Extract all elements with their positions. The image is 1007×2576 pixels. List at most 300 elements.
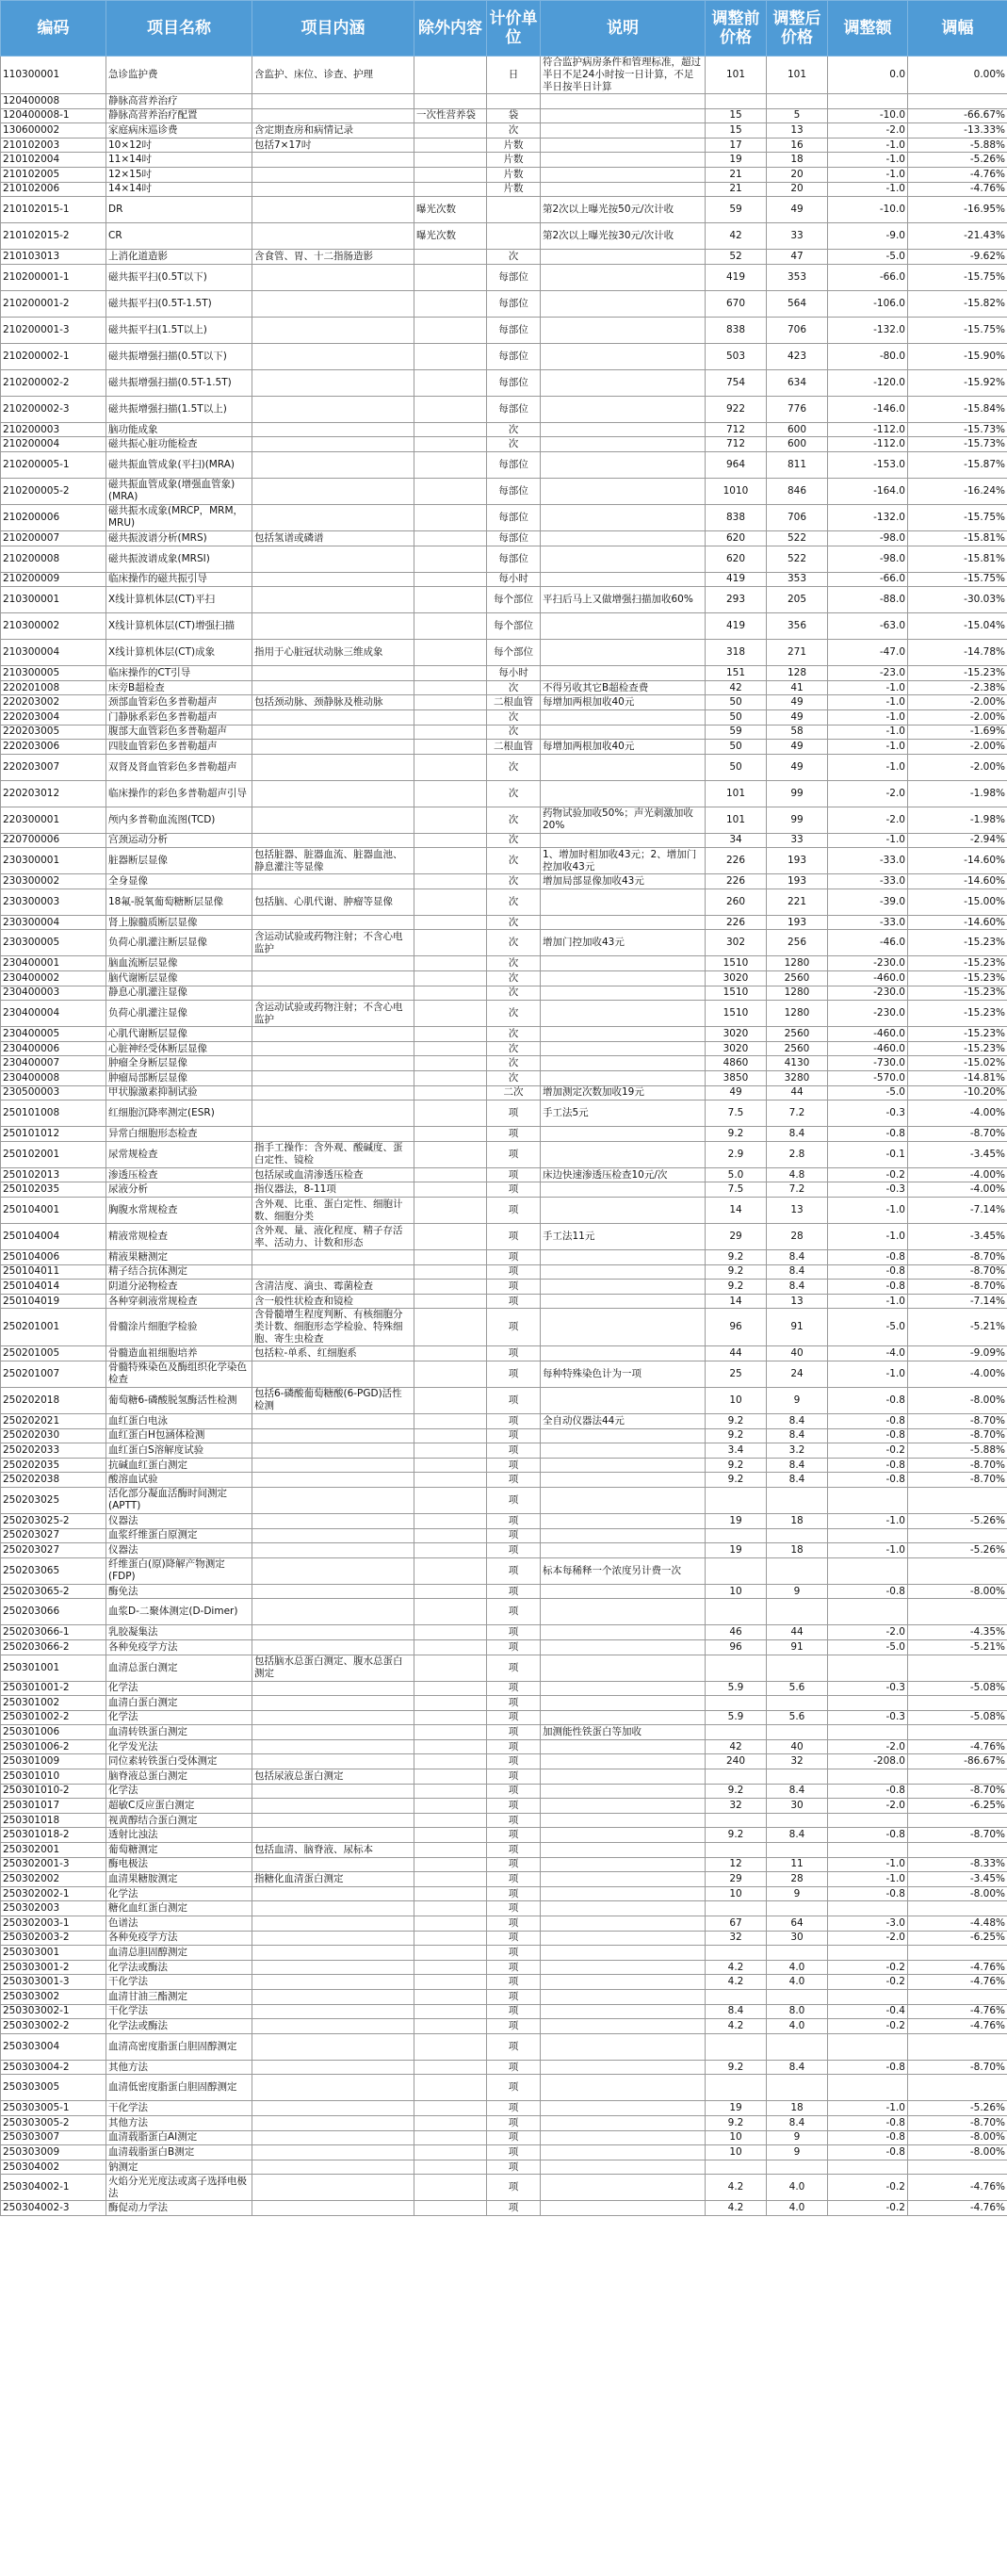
table-row [1, 167, 1007, 182]
cell-unit: 项 [487, 2115, 541, 2130]
cell-adjust-rate [908, 2075, 1007, 2101]
cell-item-name: 脏器断层显像 [106, 848, 252, 874]
cell-adjust-amount: -230.0 [828, 986, 908, 1001]
cell-price-after [767, 1946, 828, 1961]
cell-adjust-rate: -8.70% [908, 1828, 1007, 1843]
cell-code: 210200005-1 [1, 451, 106, 478]
cell-unit: 项 [487, 1599, 541, 1625]
cell-item-content: 含清洁度、滴虫、霉菌检查 [252, 1280, 414, 1295]
cell-adjust-amount: -39.0 [828, 889, 908, 915]
cell-excluded [414, 1931, 487, 1946]
cell-excluded [414, 874, 487, 889]
cell-adjust-rate: -15.02% [908, 1056, 1007, 1071]
cell-code: 230500003 [1, 1085, 106, 1101]
cell-adjust-rate: -15.87% [908, 451, 1007, 478]
cell-adjust-rate: -15.23% [908, 1001, 1007, 1027]
cell-code: 250203027 [1, 1543, 106, 1558]
table-row [1, 1309, 1007, 1346]
cell-excluded [414, 1001, 487, 1027]
cell-notes [541, 2145, 706, 2160]
cell-code: 220201008 [1, 680, 106, 695]
cell-adjust-rate: -4.00% [908, 1101, 1007, 1127]
cell-unit: 项 [487, 1250, 541, 1265]
cell-price-before: 5.9 [706, 1710, 767, 1725]
cell-adjust-amount [828, 1843, 908, 1858]
cell-item-name: 肿瘤局部断层显像 [106, 1071, 252, 1086]
cell-notes [541, 1513, 706, 1528]
cell-price-before: 21 [706, 182, 767, 197]
cell-notes [541, 182, 706, 197]
cell-unit: 项 [487, 1901, 541, 1916]
table-row [1, 138, 1007, 153]
table-row [1, 2075, 1007, 2101]
cell-item-content [252, 1127, 414, 1142]
cell-excluded [414, 1027, 487, 1042]
cell-item-name: 急诊监护费 [106, 57, 252, 94]
table-row [1, 197, 1007, 223]
cell-adjust-amount [828, 1557, 908, 1584]
cell-adjust-amount [828, 2160, 908, 2175]
cell-code: 250301001 [1, 1655, 106, 1681]
cell-excluded [414, 123, 487, 139]
cell-notes [541, 2160, 706, 2175]
cell-unit: 项 [487, 2019, 541, 2034]
cell-notes: 每种特殊染色计为一项 [541, 1361, 706, 1387]
cell-code: 250202030 [1, 1428, 106, 1443]
table-row [1, 1769, 1007, 1785]
cell-unit: 每部位 [487, 478, 541, 504]
table-row [1, 504, 1007, 530]
cell-item-name: 胸腹水常规检查 [106, 1198, 252, 1224]
cell-price-after: 5.6 [767, 1681, 828, 1696]
cell-unit: 项 [487, 1387, 541, 1413]
cell-adjust-rate: -86.67% [908, 1754, 1007, 1769]
cell-unit: 次 [487, 725, 541, 740]
cell-code: 250202021 [1, 1413, 106, 1428]
cell-unit: 每部位 [487, 343, 541, 369]
cell-excluded [414, 546, 487, 572]
cell-code: 230400003 [1, 986, 106, 1001]
cell-price-before: 754 [706, 369, 767, 396]
cell-adjust-rate: -16.24% [908, 478, 1007, 504]
cell-adjust-rate: -15.00% [908, 889, 1007, 915]
cell-adjust-rate: -5.21% [908, 1639, 1007, 1655]
cell-item-content [252, 1857, 414, 1872]
cell-adjust-amount: -5.0 [828, 1309, 908, 1346]
cell-excluded [414, 1528, 487, 1543]
cell-price-after: 49 [767, 695, 828, 710]
cell-price-after: 11 [767, 1857, 828, 1872]
cell-item-name: 阴道分泌物检查 [106, 1280, 252, 1295]
cell-price-after: 20 [767, 182, 828, 197]
cell-price-after: 49 [767, 709, 828, 725]
cell-price-after [767, 1901, 828, 1916]
cell-adjust-amount: -0.4 [828, 2004, 908, 2019]
cell-excluded [414, 1294, 487, 1309]
cell-item-name: DR [106, 197, 252, 223]
table-row [1, 94, 1007, 109]
cell-item-content [252, 2019, 414, 2034]
cell-excluded [414, 317, 487, 343]
cell-unit: 次 [487, 250, 541, 265]
cell-excluded [414, 915, 487, 930]
cell-item-content [252, 1886, 414, 1901]
cell-unit: 每个部位 [487, 587, 541, 613]
cell-item-name: X线计算机体层(CT)成象 [106, 640, 252, 666]
table-row [1, 971, 1007, 986]
cell-adjust-amount: -460.0 [828, 1027, 908, 1042]
cell-price-after: 7.2 [767, 1182, 828, 1198]
cell-unit: 项 [487, 1528, 541, 1543]
table-row [1, 422, 1007, 437]
cell-item-content [252, 1557, 414, 1584]
cell-code: 210200004 [1, 437, 106, 452]
cell-price-after: 4.0 [767, 1960, 828, 1975]
cell-excluded [414, 1784, 487, 1799]
cell-item-name: 血清白蛋白测定 [106, 1696, 252, 1711]
cell-adjust-rate: -15.81% [908, 530, 1007, 546]
cell-item-name: 仪器法 [106, 1513, 252, 1528]
cell-notes [541, 1946, 706, 1961]
cell-adjust-amount: -66.0 [828, 264, 908, 290]
cell-unit: 项 [487, 1413, 541, 1428]
cell-price-before: 19 [706, 1513, 767, 1528]
cell-unit: 次 [487, 709, 541, 725]
cell-price-after: 423 [767, 343, 828, 369]
cell-notes [541, 2075, 706, 2101]
table-row [1, 1198, 1007, 1224]
cell-item-content [252, 1085, 414, 1101]
cell-code: 210103013 [1, 250, 106, 265]
table-row [1, 123, 1007, 139]
cell-code: 250202035 [1, 1458, 106, 1473]
cell-item-content: 含骨髓增生程度判断、有核细胞分类计数、细胞形态学检验、特殊细胞、寄生虫检查 [252, 1309, 414, 1346]
cell-adjust-rate [908, 2160, 1007, 2175]
cell-code: 230300002 [1, 874, 106, 889]
cell-item-name: 糖化血红蛋白测定 [106, 1901, 252, 1916]
cell-price-after: 353 [767, 572, 828, 587]
cell-excluded [414, 343, 487, 369]
cell-unit: 项 [487, 1946, 541, 1961]
cell-adjust-amount: -730.0 [828, 1056, 908, 1071]
cell-excluded [414, 807, 487, 833]
cell-code: 250203025-2 [1, 1513, 106, 1528]
cell-unit: 项 [487, 1458, 541, 1473]
table-row [1, 1458, 1007, 1473]
cell-item-content: 包括颈动脉、颈静脉及椎动脉 [252, 695, 414, 710]
cell-code: 210300001 [1, 587, 106, 613]
cell-price-before: 101 [706, 807, 767, 833]
cell-price-before: 964 [706, 451, 767, 478]
table-row [1, 1027, 1007, 1042]
cell-item-content: 含运动试验或药物注射；不含心电监护 [252, 1001, 414, 1027]
cell-adjust-rate [908, 1843, 1007, 1858]
cell-excluded [414, 478, 487, 504]
cell-item-content [252, 504, 414, 530]
cell-item-name: 血清载脂蛋白B测定 [106, 2145, 252, 2160]
cell-price-after [767, 1696, 828, 1711]
cell-code: 250302002 [1, 1872, 106, 1887]
cell-adjust-rate: -3.45% [908, 1224, 1007, 1250]
cell-price-before: 21 [706, 167, 767, 182]
cell-notes [541, 369, 706, 396]
cell-price-before: 5.9 [706, 1681, 767, 1696]
cell-excluded [414, 1696, 487, 1711]
cell-price-after: 8.4 [767, 1264, 828, 1280]
cell-unit: 次 [487, 1071, 541, 1086]
cell-adjust-rate: -15.84% [908, 396, 1007, 422]
table-row [1, 680, 1007, 695]
cell-price-after: 3.2 [767, 1443, 828, 1459]
cell-item-name: 化学法或酶法 [106, 1960, 252, 1975]
cell-unit: 二次 [487, 1085, 541, 1101]
cell-item-name: CR [106, 223, 252, 250]
cell-code: 210200007 [1, 530, 106, 546]
cell-unit: 项 [487, 1513, 541, 1528]
cell-price-after: 33 [767, 833, 828, 848]
cell-price-before: 9.2 [706, 1280, 767, 1295]
cell-item-name: 尿液分析 [106, 1182, 252, 1198]
cell-notes [541, 889, 706, 915]
cell-unit: 次 [487, 956, 541, 971]
cell-adjust-amount: -1.0 [828, 1198, 908, 1224]
cell-notes [541, 1710, 706, 1725]
cell-unit: 项 [487, 1625, 541, 1640]
cell-item-name: 活化部分凝血活酶时间测定(APTT) [106, 1487, 252, 1513]
cell-adjust-amount: -146.0 [828, 396, 908, 422]
cell-notes [541, 725, 706, 740]
cell-item-content: 包括7×17吋 [252, 138, 414, 153]
cell-price-before [706, 1487, 767, 1513]
cell-code: 210102006 [1, 182, 106, 197]
cell-price-after: 9 [767, 2130, 828, 2145]
cell-price-after: 91 [767, 1639, 828, 1655]
cell-notes [541, 1813, 706, 1828]
cell-unit: 项 [487, 1931, 541, 1946]
cell-adjust-rate: -8.70% [908, 1127, 1007, 1142]
cell-price-before: 1510 [706, 986, 767, 1001]
cell-unit: 项 [487, 2160, 541, 2175]
cell-item-content [252, 740, 414, 755]
cell-unit: 次 [487, 930, 541, 956]
table-row [1, 1473, 1007, 1488]
cell-item-name: 化学法 [106, 1681, 252, 1696]
cell-item-name: 化学法 [106, 1784, 252, 1799]
header-price-after: 调整后价格 [767, 1, 828, 57]
cell-price-before [706, 2075, 767, 2101]
cell-adjust-rate: -15.23% [908, 971, 1007, 986]
cell-code: 110300001 [1, 57, 106, 94]
cell-adjust-amount: -0.8 [828, 2060, 908, 2075]
cell-notes [541, 709, 706, 725]
cell-notes [541, 754, 706, 780]
cell-item-content [252, 780, 414, 807]
cell-code: 250203066-1 [1, 1625, 106, 1640]
cell-adjust-rate: -4.00% [908, 1182, 1007, 1198]
cell-excluded [414, 1250, 487, 1265]
cell-adjust-amount: -0.2 [828, 2201, 908, 2216]
cell-adjust-amount: -9.0 [828, 223, 908, 250]
cell-adjust-amount: -47.0 [828, 640, 908, 666]
table-row [1, 780, 1007, 807]
cell-excluded [414, 986, 487, 1001]
cell-price-after: 30 [767, 1799, 828, 1814]
cell-adjust-rate: -5.26% [908, 1543, 1007, 1558]
cell-item-name: 血清甘油三酯测定 [106, 1989, 252, 2004]
cell-adjust-amount: -66.0 [828, 572, 908, 587]
cell-code: 250301002 [1, 1696, 106, 1711]
cell-excluded [414, 2175, 487, 2201]
cell-code: 250301001-2 [1, 1681, 106, 1696]
cell-item-content [252, 874, 414, 889]
cell-excluded [414, 695, 487, 710]
cell-adjust-amount: -1.0 [828, 1361, 908, 1387]
cell-price-before: 4.2 [706, 1975, 767, 1990]
table-row [1, 1428, 1007, 1443]
cell-unit: 二根血管 [487, 695, 541, 710]
cell-item-name: 12×15吋 [106, 167, 252, 182]
cell-price-before [706, 1599, 767, 1625]
cell-code: 120400008-1 [1, 108, 106, 123]
cell-unit [487, 197, 541, 223]
cell-item-content [252, 1989, 414, 2004]
cell-price-before: 25 [706, 1361, 767, 1387]
cell-item-content [252, 2033, 414, 2060]
cell-notes [541, 1250, 706, 1265]
cell-price-after: 4.0 [767, 2201, 828, 2216]
cell-item-content [252, 1784, 414, 1799]
cell-adjust-amount: -1.0 [828, 182, 908, 197]
header-price-before: 调整前价格 [706, 1, 767, 57]
cell-excluded [414, 182, 487, 197]
cell-item-content [252, 1931, 414, 1946]
cell-price-after: 193 [767, 874, 828, 889]
cell-code: 250301010-2 [1, 1784, 106, 1799]
cell-excluded [414, 2130, 487, 2145]
cell-item-name: 各种免疫学方法 [106, 1931, 252, 1946]
cell-price-before: 293 [706, 587, 767, 613]
table-row [1, 1294, 1007, 1309]
cell-item-name: 干化学法 [106, 2101, 252, 2116]
cell-adjust-amount: -33.0 [828, 915, 908, 930]
cell-item-content: 包括脑、心肌代谢、肿瘤等显像 [252, 889, 414, 915]
cell-unit: 日 [487, 57, 541, 94]
cell-notes [541, 1696, 706, 1711]
cell-adjust-rate: -3.45% [908, 1872, 1007, 1887]
cell-item-content [252, 2160, 414, 2175]
cell-excluded [414, 1127, 487, 1142]
cell-notes [541, 1784, 706, 1799]
cell-notes [541, 2060, 706, 2075]
cell-notes [541, 1198, 706, 1224]
cell-item-content [252, 833, 414, 848]
cell-price-before: 838 [706, 317, 767, 343]
cell-price-before: 19 [706, 2101, 767, 2116]
cell-adjust-amount: -230.0 [828, 956, 908, 971]
cell-adjust-rate: -8.70% [908, 1264, 1007, 1280]
table-row [1, 587, 1007, 613]
cell-excluded [414, 1655, 487, 1681]
cell-code: 210200001-3 [1, 317, 106, 343]
cell-code: 250104014 [1, 1280, 106, 1295]
cell-item-name: 全身显像 [106, 874, 252, 889]
cell-notes [541, 1141, 706, 1167]
cell-price-before: 67 [706, 1916, 767, 1932]
cell-price-before: 419 [706, 264, 767, 290]
cell-item-name: 渗透压检查 [106, 1167, 252, 1182]
cell-notes [541, 1931, 706, 1946]
cell-price-before: 29 [706, 1224, 767, 1250]
cell-price-after [767, 1813, 828, 1828]
cell-excluded [414, 680, 487, 695]
cell-unit: 项 [487, 1543, 541, 1558]
table-row [1, 2130, 1007, 2145]
cell-item-name: 静息心肌灌注显像 [106, 986, 252, 1001]
cell-price-before: 59 [706, 197, 767, 223]
cell-excluded [414, 57, 487, 94]
cell-adjust-amount: -0.8 [828, 1413, 908, 1428]
cell-adjust-rate: 0.00% [908, 57, 1007, 94]
cell-price-after [767, 1487, 828, 1513]
cell-price-after: 8.4 [767, 1784, 828, 1799]
cell-adjust-amount: -0.8 [828, 1127, 908, 1142]
cell-adjust-amount: -0.1 [828, 1141, 908, 1167]
cell-code: 230400004 [1, 1001, 106, 1027]
cell-price-before: 42 [706, 1739, 767, 1754]
cell-item-content [252, 2004, 414, 2019]
cell-item-content: 包括血清、脑脊液、尿标本 [252, 1843, 414, 1858]
cell-unit: 每部位 [487, 451, 541, 478]
table-row [1, 1872, 1007, 1887]
cell-notes [541, 167, 706, 182]
cell-item-name: 脑代谢断层显像 [106, 971, 252, 986]
cell-price-before: 9.2 [706, 1127, 767, 1142]
cell-adjust-amount: -0.8 [828, 1428, 908, 1443]
cell-price-before: 9.2 [706, 1458, 767, 1473]
cell-notes [541, 1027, 706, 1042]
cell-price-before: 3.4 [706, 1443, 767, 1459]
cell-adjust-rate [908, 1599, 1007, 1625]
cell-notes: 增加局部显像加收43元 [541, 874, 706, 889]
table-row [1, 1264, 1007, 1280]
cell-price-before: 12 [706, 1857, 767, 1872]
cell-notes: 手工法5元 [541, 1101, 706, 1127]
cell-price-before: 8.4 [706, 2004, 767, 2019]
cell-code: 210300005 [1, 666, 106, 681]
cell-notes [541, 1599, 706, 1625]
cell-notes: 每增加两根加收40元 [541, 695, 706, 710]
cell-item-content [252, 1710, 414, 1725]
cell-price-before [706, 1655, 767, 1681]
cell-price-before: 4.2 [706, 2019, 767, 2034]
cell-notes: 平扫后马上又做增强扫描加收60% [541, 587, 706, 613]
cell-unit: 片数 [487, 182, 541, 197]
cell-adjust-amount: -0.3 [828, 1101, 908, 1127]
cell-adjust-amount: -0.8 [828, 1784, 908, 1799]
cell-unit: 项 [487, 1655, 541, 1681]
cell-excluded [414, 1346, 487, 1361]
cell-adjust-amount: -33.0 [828, 848, 908, 874]
table-row [1, 1141, 1007, 1167]
cell-item-content [252, 754, 414, 780]
cell-price-before: 42 [706, 680, 767, 695]
cell-adjust-amount: -1.0 [828, 2101, 908, 2116]
cell-item-content [252, 317, 414, 343]
cell-item-name: 精液果糖测定 [106, 1250, 252, 1265]
cell-excluded [414, 2101, 487, 2116]
cell-code: 120400008 [1, 94, 106, 109]
cell-price-after: 193 [767, 915, 828, 930]
